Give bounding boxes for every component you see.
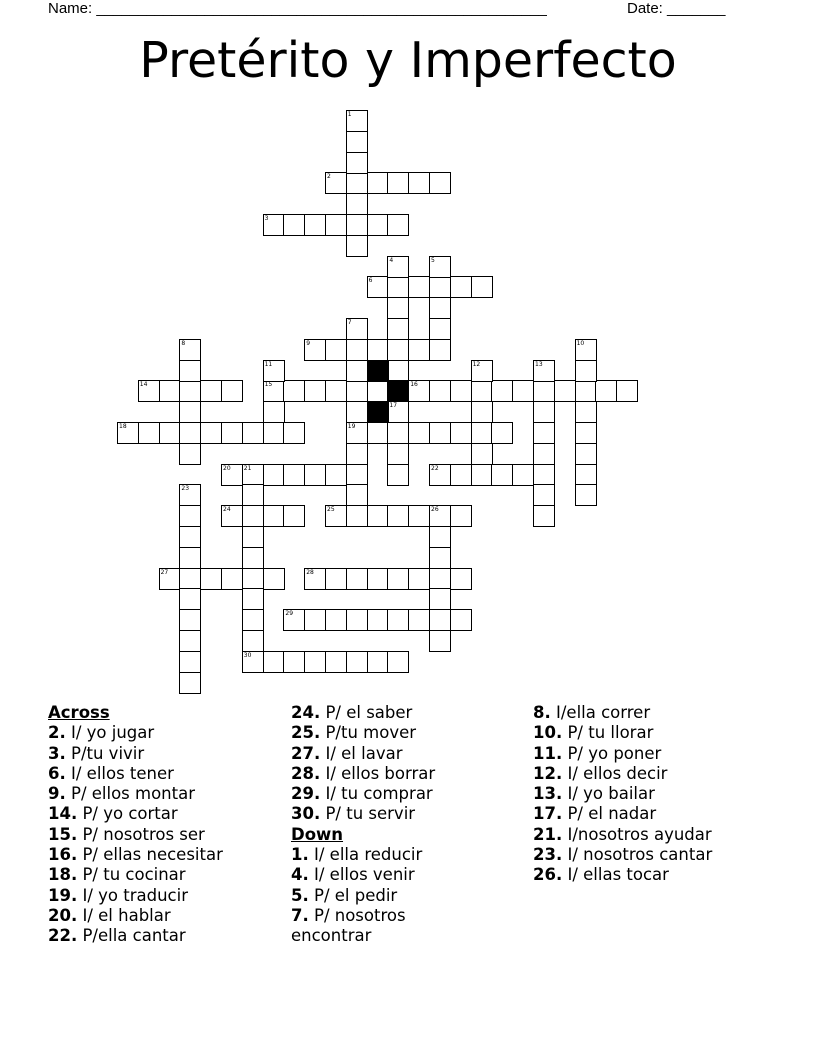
crossword-cell[interactable] (242, 588, 264, 610)
crossword-cell[interactable] (263, 401, 285, 423)
crossword-cell[interactable] (450, 380, 472, 402)
crossword-cell[interactable] (263, 464, 285, 486)
crossword-cell[interactable] (575, 443, 597, 465)
crossword-cell[interactable] (471, 422, 493, 444)
clue-item (291, 845, 461, 865)
crossword-cell[interactable] (346, 464, 368, 486)
crossword-cell[interactable] (575, 380, 597, 402)
crossword-cell[interactable] (387, 318, 409, 340)
clue-number: 26. (533, 865, 563, 885)
clue-number: 4. (291, 865, 309, 885)
crossword-cell[interactable] (408, 172, 430, 194)
clue-item (48, 845, 223, 865)
down-heading: Down (291, 824, 344, 844)
clue-number-label: 28 (306, 568, 314, 576)
crossword-cell[interactable] (325, 651, 347, 673)
crossword-cell[interactable] (325, 609, 347, 631)
crossword-cell[interactable] (429, 588, 451, 610)
clue-text: P/tu mover (320, 723, 417, 743)
clue-item (533, 804, 712, 824)
clue-text: P/ el pedir (308, 885, 398, 905)
crossword-cell[interactable] (283, 422, 305, 444)
crossword-cell[interactable] (304, 380, 326, 402)
crossword-cell[interactable] (367, 339, 389, 361)
clue-item (291, 703, 461, 723)
crossword-cell[interactable] (575, 401, 597, 423)
clue-number: 13. (533, 784, 563, 804)
crossword-cell[interactable] (159, 422, 181, 444)
crossword-cell[interactable] (179, 505, 201, 527)
clue-text: I/ nosotros cantar (562, 845, 713, 865)
crossword-cell[interactable] (242, 505, 264, 527)
crossword-cell[interactable] (242, 609, 264, 631)
clue-number-label: 8 (181, 339, 186, 347)
crossword-cell[interactable] (179, 360, 201, 382)
crossword-cell[interactable] (387, 214, 409, 236)
clue-item (291, 906, 461, 947)
crossword-cell[interactable] (263, 651, 285, 673)
clue-number: 27. (291, 743, 321, 763)
clue-item (291, 744, 461, 764)
clue-number: 6. (48, 763, 66, 783)
clue-item (48, 784, 223, 804)
crossword-cell[interactable] (179, 443, 201, 465)
clue-number: 22. (48, 926, 78, 946)
crossword-cell[interactable] (179, 422, 201, 444)
clue-number: 16. (48, 845, 78, 865)
clue-number: 18. (48, 865, 78, 885)
clue-text: I/ ellos borrar (320, 763, 436, 783)
crossword-cell[interactable] (512, 464, 534, 486)
clue-text: P/ el nadar (562, 804, 657, 824)
clue-number: 24. (291, 703, 321, 722)
clue-text: I/ella correr (550, 703, 651, 722)
clue-text: I/ tu comprar (320, 784, 433, 804)
crossword-cell[interactable] (471, 401, 493, 423)
clue-text: P/ ellos montar (65, 784, 195, 804)
crossword-cell[interactable] (450, 568, 472, 590)
clue-number-label: 24 (223, 506, 231, 514)
crossword-cell[interactable] (346, 360, 368, 382)
clue-number: 8. (533, 703, 551, 722)
clue-text: P/ el saber (320, 703, 413, 722)
clue-number: 1. (291, 845, 309, 865)
clue-text: P/ ellas necesitar (77, 845, 223, 865)
crossword-cell[interactable] (346, 235, 368, 257)
clue-text: I/ ellos tener (65, 763, 174, 783)
crossword-cell[interactable] (429, 276, 451, 298)
crossword-cell[interactable] (325, 464, 347, 486)
crossword-cell[interactable] (263, 422, 285, 444)
crossword-cell[interactable] (533, 484, 555, 506)
crossword-cell[interactable] (159, 380, 181, 402)
crossword-cell[interactable] (304, 464, 326, 486)
clue-number-label: 21 (243, 464, 252, 472)
clue-number-label: 25 (327, 506, 335, 514)
clue-item (533, 845, 712, 865)
crossword-cell[interactable] (283, 651, 305, 673)
clue-number-label: 23 (181, 485, 190, 493)
clue-number: 25. (291, 723, 321, 743)
crossword-cell[interactable] (575, 464, 597, 486)
crossword-cell[interactable] (387, 505, 409, 527)
crossword-cell[interactable] (283, 214, 305, 236)
crossword-cell[interactable] (346, 193, 368, 215)
crossword-cell[interactable] (429, 172, 451, 194)
clue-number: 11. (533, 743, 563, 763)
clue-item (533, 723, 712, 743)
crossword-cell[interactable] (575, 360, 597, 382)
crossword-cell[interactable] (554, 380, 576, 402)
clue-item (291, 784, 461, 804)
clue-text: P/ yo cortar (77, 804, 178, 824)
clue-number-label: 20 (223, 464, 231, 472)
crossword-cell[interactable] (283, 464, 305, 486)
crossword-cell[interactable] (325, 380, 347, 402)
crossword-cell[interactable] (387, 651, 409, 673)
clue-item (533, 744, 712, 764)
clue-number: 5. (291, 885, 309, 905)
clue-text: P/tu vivir (65, 743, 145, 763)
crossword-cell[interactable] (450, 422, 472, 444)
clue-number: 12. (533, 763, 563, 783)
crossword-cell[interactable] (242, 526, 264, 548)
crossword-cell[interactable] (179, 547, 201, 569)
clue-number: 19. (48, 885, 78, 905)
crossword-cell[interactable] (179, 588, 201, 610)
crossword-cell[interactable] (491, 380, 513, 402)
crossword-cell[interactable] (367, 172, 389, 194)
crossword-cell[interactable] (179, 672, 201, 694)
clue-number-label: 11 (264, 360, 273, 368)
clue-number-label: 13 (535, 360, 543, 368)
clue-item (291, 764, 461, 784)
crossword-cell[interactable] (304, 214, 326, 236)
clue-text: P/ tu cocinar (77, 865, 186, 885)
crossword-cell[interactable] (200, 568, 222, 590)
clue-item (48, 865, 223, 885)
crossword-cell[interactable] (179, 630, 201, 652)
crossword-cell[interactable] (387, 360, 409, 382)
crossword-cell[interactable] (346, 505, 368, 527)
clue-text: I/ el hablar (77, 905, 171, 925)
clue-number-label: 7 (347, 319, 352, 326)
black-cell (367, 401, 389, 423)
crossword-cell[interactable] (429, 318, 451, 340)
clue-item (48, 906, 223, 926)
crossword-cell[interactable] (221, 380, 243, 402)
clue-number-label: 3 (264, 215, 269, 222)
clue-number-label: 2 (327, 173, 331, 181)
crossword-cell[interactable] (491, 422, 513, 444)
crossword-cell[interactable] (429, 568, 451, 590)
page-title: Pretérito y Imperfecto (139, 32, 677, 89)
crossword-cell[interactable] (242, 422, 264, 444)
crossword-cell[interactable] (346, 568, 368, 590)
clue-text: P/ella cantar (77, 926, 186, 946)
clue-item (48, 926, 223, 946)
clue-number: 21. (533, 824, 563, 844)
clue-number: 30. (291, 804, 321, 824)
crossword-cell[interactable] (408, 609, 430, 631)
clue-number-label: 29 (285, 610, 294, 618)
crossword-cell[interactable] (304, 651, 326, 673)
crossword-cell[interactable] (283, 380, 305, 402)
clue-text: I/nosotros ayudar (562, 824, 712, 844)
crossword-cell[interactable] (575, 422, 597, 444)
clue-item (48, 825, 223, 845)
crossword-cell[interactable] (346, 484, 368, 506)
crossword-cell[interactable] (346, 172, 368, 194)
crossword-cell[interactable] (325, 339, 347, 361)
crossword-cell[interactable] (387, 422, 409, 444)
crossword-cell[interactable] (387, 297, 409, 319)
clue-text: I/ ella reducir (308, 845, 423, 865)
crossword-cell[interactable] (346, 339, 368, 361)
crossword-cell[interactable] (387, 568, 409, 590)
crossword-cell[interactable] (575, 484, 597, 506)
name-field-label: Name: ______________________________________________________ (48, 0, 547, 17)
clue-number: 9. (48, 784, 66, 804)
clue-text: I/ yo bailar (562, 784, 655, 804)
clue-text: I/ ellas tocar (562, 865, 669, 885)
clue-item (291, 865, 461, 885)
crossword-cell[interactable] (179, 651, 201, 673)
crossword-cell[interactable] (429, 526, 451, 548)
clue-column-1 (48, 703, 223, 947)
crossword-cell[interactable] (387, 464, 409, 486)
crossword-cell[interactable] (408, 422, 430, 444)
crossword-cell[interactable] (346, 443, 368, 465)
clue-item (48, 764, 223, 784)
crossword-cell[interactable] (512, 380, 534, 402)
clue-number: 10. (533, 723, 563, 743)
crossword-cell[interactable] (429, 609, 451, 631)
clue-number-label: 12 (472, 360, 481, 368)
crossword-cell[interactable] (367, 651, 389, 673)
crossword-cell[interactable] (533, 443, 555, 465)
clue-number-label: 5 (431, 256, 435, 264)
crossword-cell[interactable] (450, 505, 472, 527)
clue-item (48, 886, 223, 906)
clue-item (291, 723, 461, 743)
crossword-cell[interactable] (367, 505, 389, 527)
crossword-cell[interactable] (408, 339, 430, 361)
crossword-cell[interactable] (387, 443, 409, 465)
clue-item (291, 886, 461, 906)
crossword-cell[interactable] (387, 172, 409, 194)
crossword-cell[interactable] (367, 214, 389, 236)
clue-number-label: 30 (243, 651, 252, 659)
crossword-cell[interactable] (200, 422, 222, 444)
clue-number: 28. (291, 763, 321, 783)
clue-number-label: 26 (431, 506, 439, 514)
crossword-cell[interactable] (429, 547, 451, 569)
clue-item (533, 703, 712, 723)
clue-number-label: 19 (347, 423, 356, 430)
crossword-cell[interactable] (367, 422, 389, 444)
crossword-cell[interactable] (221, 568, 243, 590)
crossword-cell[interactable] (429, 380, 451, 402)
crossword-cell[interactable] (138, 422, 160, 444)
clue-item (48, 804, 223, 824)
clue-number: 20. (48, 905, 78, 925)
clue-item (48, 744, 223, 764)
crossword-cell[interactable] (533, 422, 555, 444)
crossword-cell[interactable] (242, 547, 264, 569)
crossword-cell[interactable] (491, 464, 513, 486)
date-field-label: Date: _______ (627, 0, 726, 17)
clue-text: P/ yo poner (562, 743, 662, 763)
clue-number-label: 14 (139, 381, 148, 389)
clue-number-label: 18 (119, 423, 127, 430)
clue-item (533, 865, 712, 885)
crossword-cell[interactable] (263, 568, 285, 590)
clue-text: I/ yo jugar (65, 723, 155, 743)
clue-item (533, 764, 712, 784)
clue-number-label: 6 (368, 277, 373, 285)
crossword-cell[interactable] (346, 651, 368, 673)
crossword-cell[interactable] (387, 339, 409, 361)
crossword-cell[interactable] (346, 401, 368, 423)
crossword-cell[interactable] (346, 152, 368, 174)
crossword-cell[interactable] (346, 609, 368, 631)
clue-number: 14. (48, 804, 78, 824)
crossword-cell[interactable] (471, 276, 493, 298)
crossword-cell[interactable] (263, 505, 285, 527)
crossword-cell[interactable] (429, 422, 451, 444)
crossword-cell[interactable] (533, 380, 555, 402)
crossword-cell[interactable] (471, 380, 493, 402)
clue-number-label: 10 (576, 339, 585, 347)
crossword-cell[interactable] (179, 609, 201, 631)
crossword-cell[interactable] (242, 630, 264, 652)
crossword-cell[interactable] (346, 380, 368, 402)
black-cell (387, 380, 409, 402)
clue-number: 2. (48, 723, 66, 743)
clue-item (291, 804, 461, 824)
crossword-cell[interactable] (387, 609, 409, 631)
clue-text: P/ tu llorar (562, 723, 654, 743)
crossword-cell[interactable] (429, 339, 451, 361)
clue-number-label: 27 (160, 568, 169, 576)
clue-text: I/ yo traducir (77, 885, 188, 905)
clue-number-label: 22 (431, 464, 439, 472)
crossword-cell[interactable] (221, 422, 243, 444)
crossword-cell[interactable] (325, 214, 347, 236)
crossword-cell[interactable] (387, 276, 409, 298)
clue-number-label: 15 (264, 381, 273, 389)
crossword-cell[interactable] (450, 464, 472, 486)
clue-text: P/ tu servir (320, 804, 416, 824)
crossword-cell[interactable] (367, 568, 389, 590)
crossword-cell[interactable] (408, 505, 430, 527)
crossword-cell[interactable] (471, 443, 493, 465)
clue-number: 17. (533, 804, 563, 824)
crossword-cell[interactable] (533, 505, 555, 527)
crossword-cell[interactable] (429, 297, 451, 319)
clue-number: 7. (291, 905, 309, 925)
clue-item (533, 784, 712, 804)
crossword-cell[interactable] (429, 630, 451, 652)
crossword-cell[interactable] (283, 505, 305, 527)
crossword-cell[interactable] (179, 568, 201, 590)
clue-item (533, 825, 712, 845)
crossword-cell[interactable] (367, 609, 389, 631)
clue-number: 3. (48, 743, 66, 763)
crossword-cell[interactable] (408, 568, 430, 590)
crossword-cell[interactable] (200, 380, 222, 402)
clue-text: I/ ellos decir (562, 763, 668, 783)
crossword-cell[interactable] (346, 131, 368, 153)
clue-number: 23. (533, 845, 563, 865)
crossword-cell[interactable] (533, 401, 555, 423)
crossword-cell[interactable] (242, 484, 264, 506)
clue-number-label: 17 (389, 402, 398, 410)
clue-text: P/ nosotros encontrar (291, 905, 406, 946)
clue-item (48, 723, 223, 743)
crossword-cell[interactable] (408, 276, 430, 298)
crossword-cell[interactable] (179, 526, 201, 548)
clue-text: P/ nosotros ser (77, 824, 205, 844)
crossword-cell[interactable] (179, 380, 201, 402)
clue-column-2 (291, 703, 461, 947)
clue-number: 29. (291, 784, 321, 804)
crossword-cell[interactable] (346, 214, 368, 236)
clue-number: 15. (48, 824, 78, 844)
clue-number-label: 16 (410, 381, 418, 389)
crossword-cell[interactable] (450, 609, 472, 631)
black-cell (367, 360, 389, 382)
crossword-cell[interactable] (325, 568, 347, 590)
clue-text: I/ ellos venir (308, 865, 415, 885)
crossword-cell[interactable] (304, 609, 326, 631)
clue-number-label: 4 (389, 256, 394, 264)
across-heading: Across (48, 703, 110, 722)
clue-column-3 (533, 703, 712, 886)
crossword-cell[interactable] (179, 401, 201, 423)
crossword-cell[interactable] (242, 568, 264, 590)
crossword-cell[interactable] (533, 464, 555, 486)
clue-number-label: 9 (306, 339, 311, 347)
crossword-cell[interactable] (450, 276, 472, 298)
clue-text: I/ el lavar (320, 743, 403, 763)
crossword-cell[interactable] (616, 380, 638, 402)
crossword-cell[interactable] (471, 464, 493, 486)
clue-number-label: 1 (347, 111, 352, 118)
crossword-cell[interactable] (595, 380, 617, 402)
